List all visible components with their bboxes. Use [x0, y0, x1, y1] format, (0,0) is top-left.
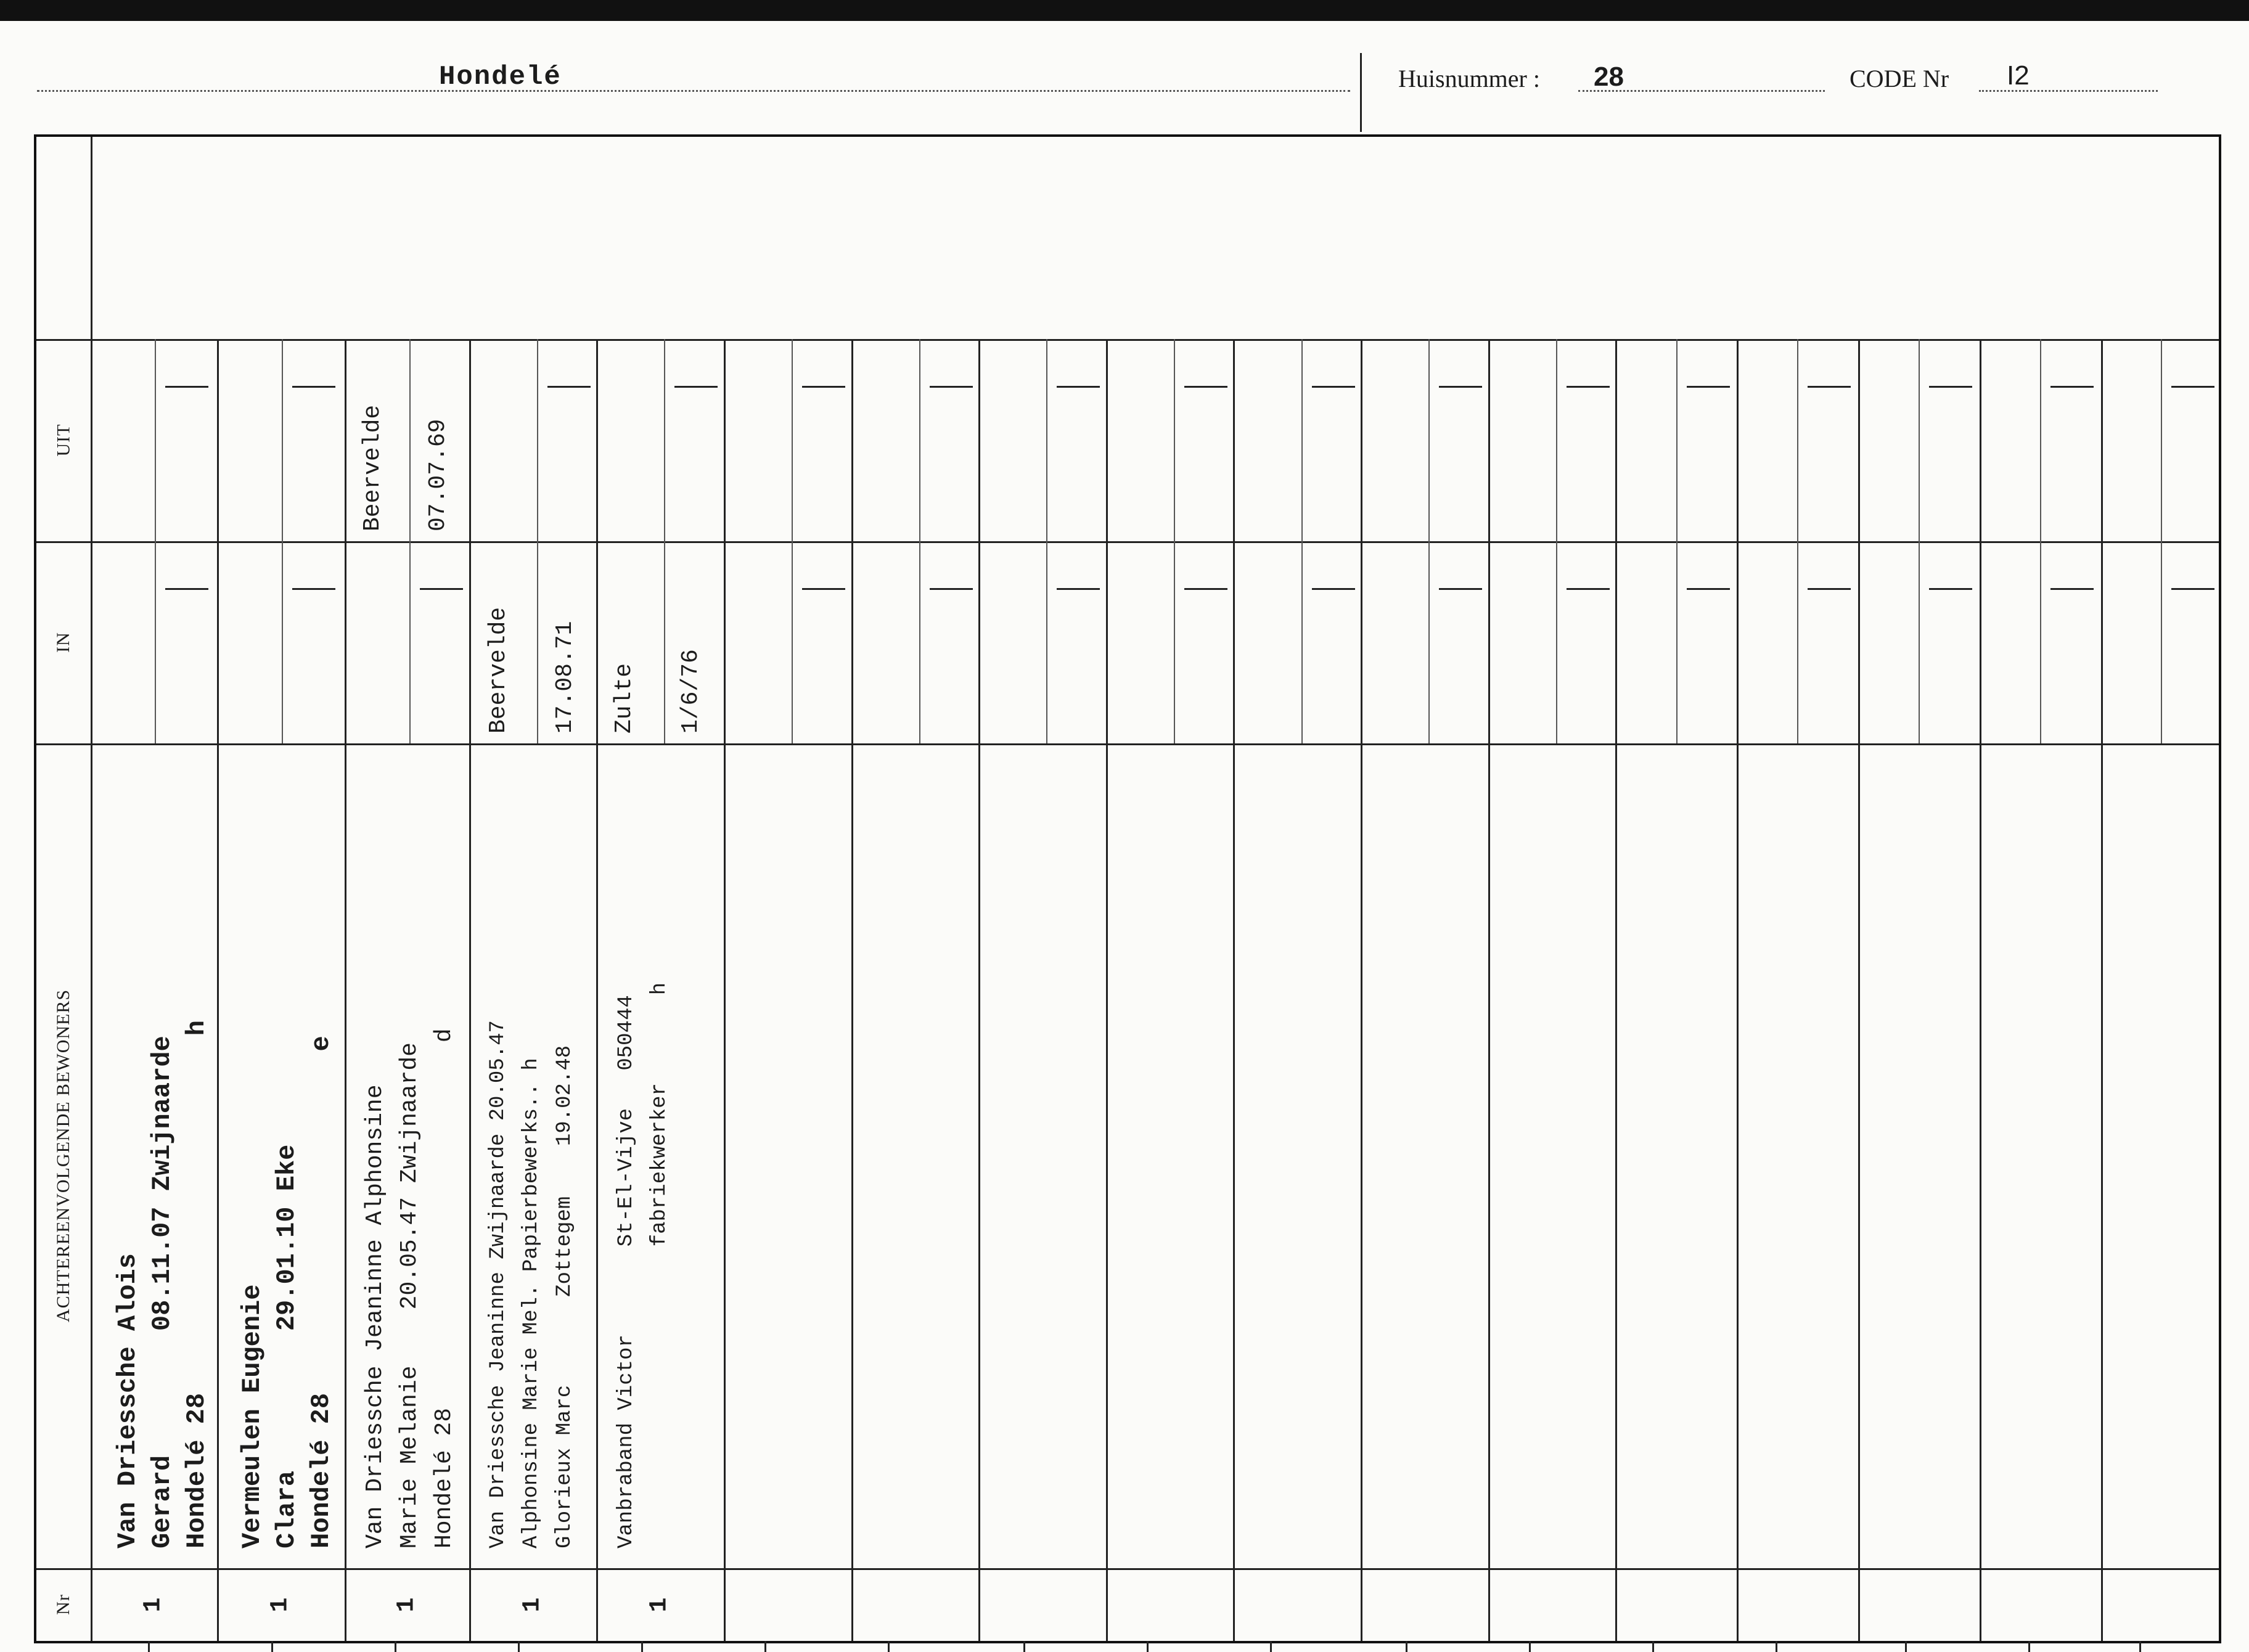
- empty-dash: [165, 588, 208, 590]
- empty-dash: [1312, 588, 1355, 590]
- column-line: [217, 339, 219, 1641]
- empty-dash: [2171, 588, 2214, 590]
- empty-dash: [1929, 588, 1972, 590]
- record-nr-4: 1: [518, 1597, 547, 1613]
- sub-column-line: [1797, 339, 1798, 743]
- code-label: CODE Nr: [1850, 65, 1949, 92]
- sub-column-line: [2040, 339, 2041, 743]
- house-number-dotted-line: [1578, 90, 1825, 92]
- empty-dash: [1439, 386, 1482, 388]
- house-number-label: Huisnummer :: [1398, 65, 1540, 92]
- sub-column-line: [664, 339, 665, 743]
- empty-dash: [1184, 386, 1227, 388]
- empty-dash: [1808, 588, 1851, 590]
- sub-column-line: [1046, 339, 1047, 743]
- column-line: [1361, 339, 1362, 1641]
- column-line: [345, 339, 346, 1641]
- row-label-nr: Nr: [53, 1594, 73, 1615]
- empty-dash: [1057, 386, 1100, 388]
- row-label-residents: ACHTEREENVOLGENDE BEWONERS: [53, 989, 73, 1323]
- sub-column-line: [1556, 339, 1557, 743]
- bottom-tick: [764, 1641, 766, 1652]
- code-value: I2: [2007, 60, 2030, 91]
- sub-column-line: [1301, 339, 1303, 743]
- record-nr-3: 1: [393, 1597, 421, 1613]
- resident-entry-2: Vermeulen Eugenie Clara 29.01.10 Eke Hondelé 28 e: [237, 1036, 336, 1548]
- empty-dash: [292, 386, 335, 388]
- empty-dash: [1567, 386, 1610, 388]
- column-line: [1488, 339, 1490, 1641]
- empty-dash: [1808, 386, 1851, 388]
- out-date-3: 07.07.69: [425, 419, 451, 531]
- bottom-tick: [518, 1641, 520, 1652]
- resident-entry-4: Van Driessche Jeaninne Zwijnaarde 20.05.47 Alphonsine Marie Mel. Papierbewerks.. h Glorieux Marc Zottegem 19.02.48: [486, 1020, 576, 1548]
- bottom-tick: [1147, 1641, 1149, 1652]
- empty-dash: [674, 386, 718, 388]
- empty-dash: [2050, 588, 2094, 590]
- residents-register-table: [34, 134, 2221, 1643]
- record-nr-5: 1: [645, 1597, 674, 1613]
- bottom-tick: [1905, 1641, 1907, 1652]
- column-line: [2101, 339, 2103, 1641]
- bottom-tick: [888, 1641, 890, 1652]
- sub-column-line: [1676, 339, 1678, 743]
- column-line: [1106, 339, 1108, 1641]
- empty-dash: [1184, 588, 1227, 590]
- band-line-top-uit: [36, 339, 2219, 341]
- empty-dash: [1057, 588, 1100, 590]
- empty-dash: [2050, 386, 2094, 388]
- street-name: Hondelé: [439, 62, 562, 92]
- bottom-tick: [2139, 1641, 2141, 1652]
- out-place-3: Beervelde: [359, 404, 386, 531]
- resident-entry-1: Van Driessche Alois Gerard 08.11.07 Zwijnaarde Hondelé 28 h: [113, 1020, 211, 1548]
- empty-dash: [2171, 386, 2214, 388]
- empty-dash: [1687, 588, 1730, 590]
- bottom-tick: [641, 1641, 643, 1652]
- label-column-separator: [91, 137, 92, 1641]
- sub-column-line: [792, 339, 793, 743]
- in-date-4: 17.08.71: [552, 621, 578, 734]
- empty-dash: [802, 588, 845, 590]
- in-date-5: 1/6/76: [678, 649, 704, 734]
- column-line: [978, 339, 980, 1641]
- in-place-5: Zulte: [611, 663, 637, 734]
- sub-column-line: [409, 339, 411, 743]
- sub-column-line: [2161, 339, 2162, 743]
- sub-column-line: [919, 339, 920, 743]
- empty-dash: [547, 386, 591, 388]
- bottom-tick: [148, 1641, 150, 1652]
- header-separator: [1360, 53, 1362, 132]
- empty-dash: [420, 588, 463, 590]
- column-line: [1737, 339, 1739, 1641]
- empty-dash: [1567, 588, 1610, 590]
- column-line: [469, 339, 471, 1641]
- empty-dash: [1929, 386, 1972, 388]
- sub-column-line: [1919, 339, 1920, 743]
- column-line: [1233, 339, 1235, 1641]
- bottom-tick: [1270, 1641, 1272, 1652]
- column-line: [1980, 339, 1981, 1641]
- in-place-4: Beervelde: [485, 607, 512, 734]
- record-nr-2: 1: [266, 1597, 295, 1613]
- sub-column-line: [1428, 339, 1430, 743]
- empty-dash: [292, 588, 335, 590]
- sub-column-line: [537, 339, 538, 743]
- sub-column-line: [155, 339, 156, 743]
- scan-top-border: [0, 0, 2249, 21]
- bottom-tick: [1776, 1641, 1777, 1652]
- bottom-tick: [271, 1641, 273, 1652]
- bottom-tick: [395, 1641, 396, 1652]
- column-line: [1858, 339, 1860, 1641]
- column-line: [596, 339, 598, 1641]
- column-line: [851, 339, 853, 1641]
- resident-entry-5: Vanbraband Victor St-El-Vijve 050444 fabriekwerker h: [615, 982, 671, 1548]
- bottom-tick: [2028, 1641, 2030, 1652]
- house-number-value: 28: [1594, 62, 1624, 92]
- empty-dash: [1312, 386, 1355, 388]
- band-line-uit-in: [36, 541, 2219, 543]
- code-dotted-line: [1979, 90, 2158, 92]
- empty-dash: [1439, 588, 1482, 590]
- empty-dash: [165, 386, 208, 388]
- street-dotted-line: [37, 90, 1350, 92]
- sub-column-line: [282, 339, 283, 743]
- row-label-in: IN: [53, 632, 73, 653]
- empty-dash: [930, 386, 973, 388]
- bottom-tick: [1529, 1641, 1531, 1652]
- column-line: [1615, 339, 1617, 1641]
- empty-dash: [930, 588, 973, 590]
- bottom-tick: [1023, 1641, 1025, 1652]
- resident-entry-3: Van Driessche Jeaninne Alphonsine Marie Melanie 20.05.47 Zwijnaarde Hondelé 28 d: [362, 1028, 457, 1548]
- row-label-uit: UIT: [52, 423, 73, 457]
- empty-dash: [1687, 386, 1730, 388]
- sub-column-line: [1174, 339, 1175, 743]
- column-line: [724, 339, 726, 1641]
- bottom-tick: [1652, 1641, 1654, 1652]
- empty-dash: [802, 386, 845, 388]
- record-nr-1: 1: [139, 1597, 168, 1613]
- band-line-in-residents: [36, 743, 2219, 745]
- bottom-tick: [1406, 1641, 1407, 1652]
